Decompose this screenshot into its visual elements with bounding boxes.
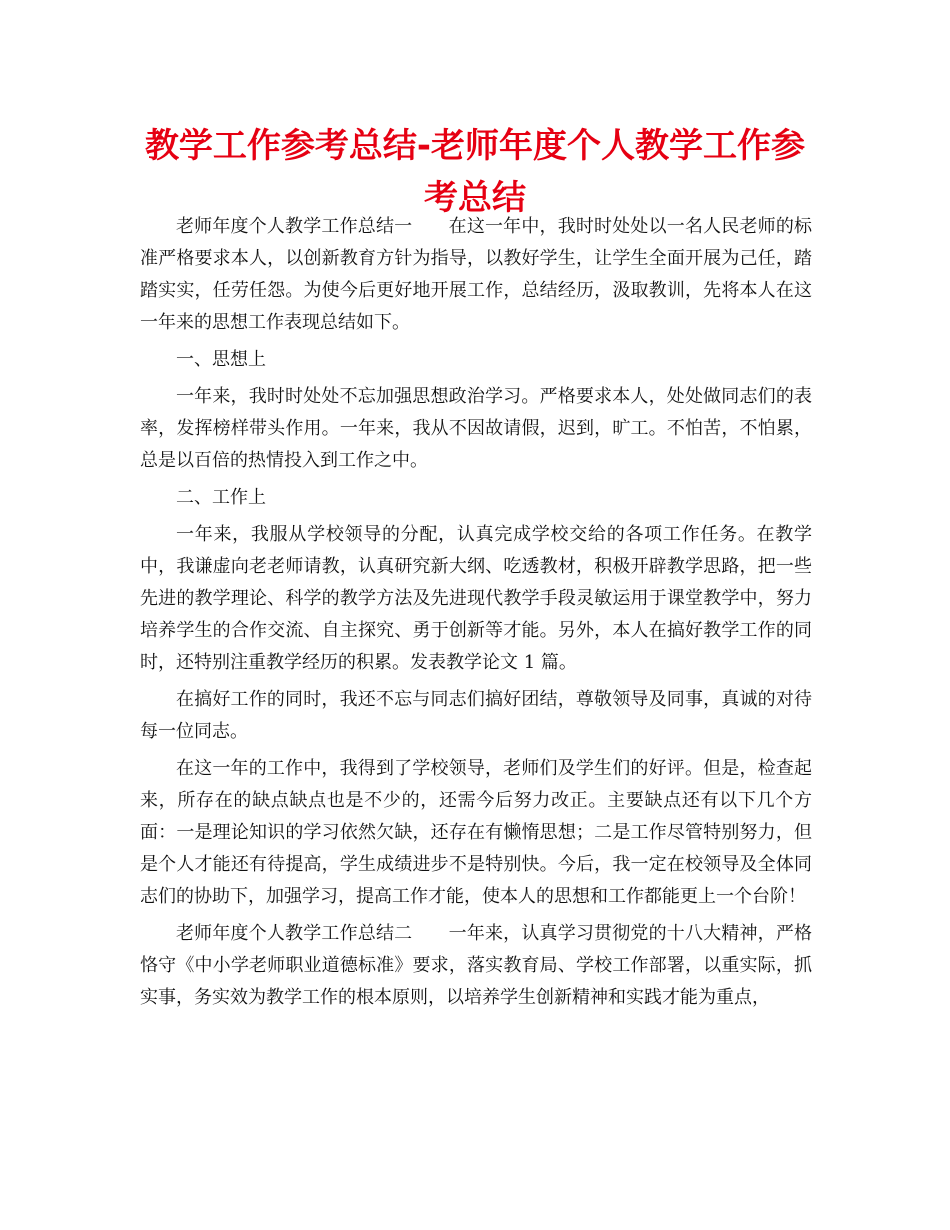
paragraph-work: 一年来，我服从学校领导的分配，认真完成学校交给的各项工作任务。在教学中，我谦虚向老老师请教，认真研究新大纲、吃透教材，积极开辟教学思路，把一些先进的教学理论、科学的教学方法及先进现代教学手段灵敏运用于课堂教学中，努力培养学生的合作交流、自主探究、勇于创新等才能。另外，本人在搞好教学工作的同时，还特别注重教学经历的积累。发表教学论文 1 篇。 [140, 524, 812, 673]
paragraph-thought: 一年来，我时时处处不忘加强思想政治学习。严格要求本人，处处做同志们的表率，发挥榜样带头作用。一年来，我从不因故请假，迟到，旷工。不怕苦，不怕累，总是以百倍的热情投入到工作之中。 [140, 386, 812, 471]
paragraph-unity: 在搞好工作的同时，我还不忘与同志们搞好团结，尊敬领导及同事，真诚的对待每一位同志。 [140, 689, 812, 742]
document-title: 教学工作参考总结-老师年度个人教学工作参考总结 [144, 126, 806, 218]
paragraph-intro-one: 老师年度个人教学工作总结一 在这一年中，我时时处处以一名人民老师的标准严格要求本人，以创新教育方针为指导，以教好学生，让学生全面开展为己任，踏踏实实，任劳任怨。为使今后更好地开展工作，总结经历，汲取教训，先将本人在这一年来的思想工作表现总结如下。 [140, 216, 812, 333]
paragraph-shortcomings: 在这一年的工作中，我得到了学校领导，老师们及学生们的好评。但是，检查起来，所存在的缺点缺点也是不少的，还需今后努力改正。主要缺点还有以下几个方面：一是理论知识的学习依然欠缺，还存在有懒惰思想；二是工作尽管特别努力，但是个人才能还有待提高，学生成绩进步不是特别快。今后，我一定在校领导及全体同志们的协助下，加强学习，提高工作才能，使本人的思想和工作都能更上一个台阶！ [140, 758, 812, 907]
document-body [140, 211, 812, 1019]
paragraph-intro-two: 老师年度个人教学工作总结二 一年来，认真学习贯彻党的十八大精神，严格恪守《中小学老师职业道德标准》要求，落实教育局、学校工作部署，以重实际，抓实事，务实效为教学工作的根本原则，以培养学生创新精神和实践才能为重点， [140, 923, 812, 1008]
section-heading-work: 二、工作上 [176, 487, 266, 508]
section-heading-thought: 一、思想上 [176, 349, 266, 370]
